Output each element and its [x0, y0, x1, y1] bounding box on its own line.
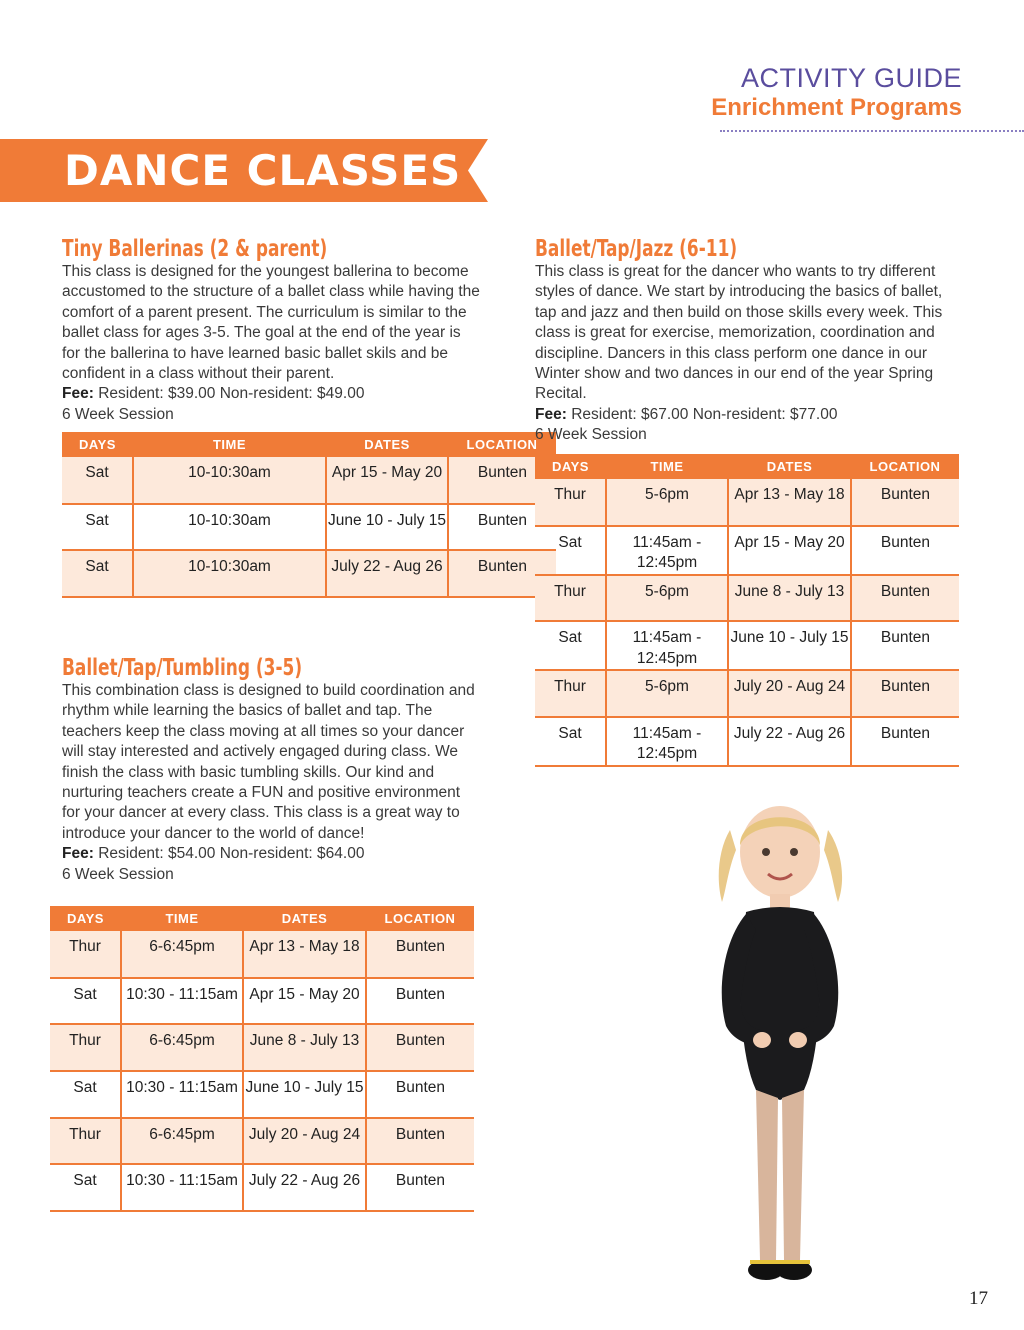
cell-dates: June 8 - July 13: [728, 575, 851, 622]
section-description: This combination class is designed to build coordination and rhythm while learning the basics of ballet and tap. The teachers keep the class moving at all times so your dancer will stay interested and actively engaged during class. We finish the class with basic tumbling skills. Our kind and nurturing teachers create a FUN and positive environment for your dancer at every class. This class is a great way to introduce your dancer to the world of dance!: [62, 682, 475, 842]
session-length: 6 Week Session: [62, 865, 174, 883]
table-row: [50, 1164, 474, 1211]
cell-dates: Apr 15 - May 20: [243, 978, 366, 1025]
table-row: [62, 457, 556, 504]
cell-dates: July 20 - Aug 24: [243, 1118, 366, 1165]
cell-location: Bunten: [448, 550, 556, 597]
header-divider: [720, 130, 1024, 132]
cell-time: 10:30 - 11:15am: [121, 1071, 243, 1118]
guide-title: ACTIVITY GUIDE: [740, 63, 962, 93]
cell-day: Thur: [535, 575, 606, 622]
cell-dates: July 22 - Aug 26: [243, 1164, 366, 1211]
cell-location: Bunten: [851, 526, 959, 575]
cell-time: 10:30 - 11:15am: [121, 978, 243, 1025]
fee-value: Resident: $39.00 Non-resident: $49.00: [98, 385, 365, 403]
fee-value: Resident: $67.00 Non-resident: $77.00: [571, 405, 838, 423]
cell-day: Thur: [50, 1118, 121, 1165]
section-description: This class is great for the dancer who wants to try different styles of dance. We start by introducing the basics of ballet, tap and jazz and then build on those skills every week. This class is great for exercise, memorization, coordination and discipline. Dancers in this class perform one dance in our Winter show and two dances in our end of the year Spring Recital.: [535, 263, 943, 403]
col-header-dates: DATES: [326, 432, 448, 457]
section-banner: [0, 139, 488, 202]
cell-day: Sat: [62, 550, 133, 597]
cell-day: Thur: [50, 931, 121, 978]
section-description: This class is designed for the youngest ballerina to become accustomed to the structure of a ballet class while having the comfort of a parent present. The curriculum is similar to the ballet class for ages 3-5. The goal at the end of the year is for the ballerina to have learned basic ballet skils and be confident in a class without their parent.: [62, 263, 480, 383]
guide-header: [711, 62, 962, 122]
col-header-days: DAYS: [62, 432, 133, 457]
table-row: [535, 717, 959, 766]
cell-time: 6-6:45pm: [121, 1024, 243, 1071]
cell-time: 6-6:45pm: [121, 1118, 243, 1165]
cell-dates: Apr 15 - May 20: [326, 457, 448, 504]
cell-day: Sat: [535, 621, 606, 670]
cell-location: Bunten: [366, 1071, 474, 1118]
page-number: 17: [969, 1288, 988, 1309]
cell-location: Bunten: [366, 978, 474, 1025]
cell-location: Bunten: [366, 1024, 474, 1071]
cell-day: Sat: [50, 1164, 121, 1211]
session-length: 6 Week Session: [535, 426, 647, 444]
fee-label: Fee:: [62, 845, 94, 863]
col-header-time: TIME: [121, 906, 243, 931]
cell-time: 5-6pm: [606, 479, 728, 526]
col-header-time: TIME: [133, 432, 326, 457]
col-header-days: DAYS: [50, 906, 121, 931]
cell-dates: June 10 - July 15: [728, 621, 851, 670]
table-row: [50, 978, 474, 1025]
cell-time: 10-10:30am: [133, 457, 326, 504]
cell-location: Bunten: [366, 1118, 474, 1165]
dancer-photo: [700, 790, 860, 1290]
col-header-location: LOCATION: [366, 906, 474, 931]
col-header-time: TIME: [606, 454, 728, 479]
col-header-location: LOCATION: [851, 454, 959, 479]
table-row: [50, 931, 474, 978]
cell-time: 11:45am - 12:45pm: [606, 717, 728, 766]
cell-location: Bunten: [851, 621, 959, 670]
cell-time: 10:30 - 11:15am: [121, 1164, 243, 1211]
section-title: Tiny Ballerinas (2 & parent): [62, 236, 328, 262]
cell-day: Sat: [50, 978, 121, 1025]
fee-line: [535, 405, 955, 425]
cell-day: Sat: [62, 457, 133, 504]
col-header-dates: DATES: [728, 454, 851, 479]
cell-day: Sat: [535, 717, 606, 766]
cell-day: Sat: [62, 504, 133, 551]
cell-location: Bunten: [366, 1164, 474, 1211]
col-header-dates: DATES: [243, 906, 366, 931]
table-row: [62, 504, 556, 551]
cell-dates: Apr 13 - May 18: [243, 931, 366, 978]
cell-time: 5-6pm: [606, 670, 728, 717]
schedule-table-tiny-ballerinas: [62, 432, 556, 598]
fee-line: [62, 384, 482, 404]
col-header-days: DAYS: [535, 454, 606, 479]
schedule-table-ballet-tap-tumbling: [50, 906, 474, 1212]
cell-dates: Apr 15 - May 20: [728, 526, 851, 575]
cell-location: Bunten: [851, 717, 959, 766]
fee-label: Fee:: [535, 405, 567, 423]
section-ballet-tap-jazz: [535, 236, 955, 446]
cell-dates: July 22 - Aug 26: [728, 717, 851, 766]
fee-label: Fee:: [62, 385, 94, 403]
fee-line: [62, 844, 482, 864]
cell-day: Thur: [535, 479, 606, 526]
cell-day: Thur: [535, 670, 606, 717]
cell-location: Bunten: [851, 575, 959, 622]
guide-subtitle: Enrichment Programs: [711, 94, 962, 121]
section-title: Ballet/Tap/Jazz (6-11): [535, 236, 738, 262]
banner-title: DANCE CLASSES: [64, 146, 462, 195]
section-ballet-tap-tumbling: [62, 655, 482, 885]
session-length: 6 Week Session: [62, 405, 174, 423]
col-header-location: LOCATION: [448, 432, 556, 457]
cell-dates: June 10 - July 15: [243, 1071, 366, 1118]
cell-day: Sat: [535, 526, 606, 575]
cell-time: 11:45am - 12:45pm: [606, 526, 728, 575]
cell-location: Bunten: [448, 457, 556, 504]
cell-time: 5-6pm: [606, 575, 728, 622]
cell-dates: July 20 - Aug 24: [728, 670, 851, 717]
cell-location: Bunten: [366, 931, 474, 978]
table-row: [50, 1024, 474, 1071]
cell-location: Bunten: [851, 479, 959, 526]
table-row: [535, 670, 959, 717]
cell-dates: June 10 - July 15: [326, 504, 448, 551]
cell-location: Bunten: [448, 504, 556, 551]
table-row: [535, 479, 959, 526]
schedule-table-ballet-tap-jazz: [535, 454, 959, 767]
table-row: [50, 1118, 474, 1165]
cell-dates: June 8 - July 13: [243, 1024, 366, 1071]
table-row: [535, 621, 959, 670]
cell-time: 11:45am - 12:45pm: [606, 621, 728, 670]
cell-time: 6-6:45pm: [121, 931, 243, 978]
cell-location: Bunten: [851, 670, 959, 717]
table-row: [62, 550, 556, 597]
cell-dates: Apr 13 - May 18: [728, 479, 851, 526]
cell-time: 10-10:30am: [133, 550, 326, 597]
table-row: [535, 575, 959, 622]
cell-day: Sat: [50, 1071, 121, 1118]
fee-value: Resident: $54.00 Non-resident: $64.00: [98, 845, 365, 863]
table-row: [535, 526, 959, 575]
cell-day: Thur: [50, 1024, 121, 1071]
section-title: Ballet/Tap/Tumbling (3-5): [62, 655, 303, 681]
cell-dates: July 22 - Aug 26: [326, 550, 448, 597]
table-row: [50, 1071, 474, 1118]
cell-time: 10-10:30am: [133, 504, 326, 551]
section-tiny-ballerinas: [62, 236, 482, 425]
